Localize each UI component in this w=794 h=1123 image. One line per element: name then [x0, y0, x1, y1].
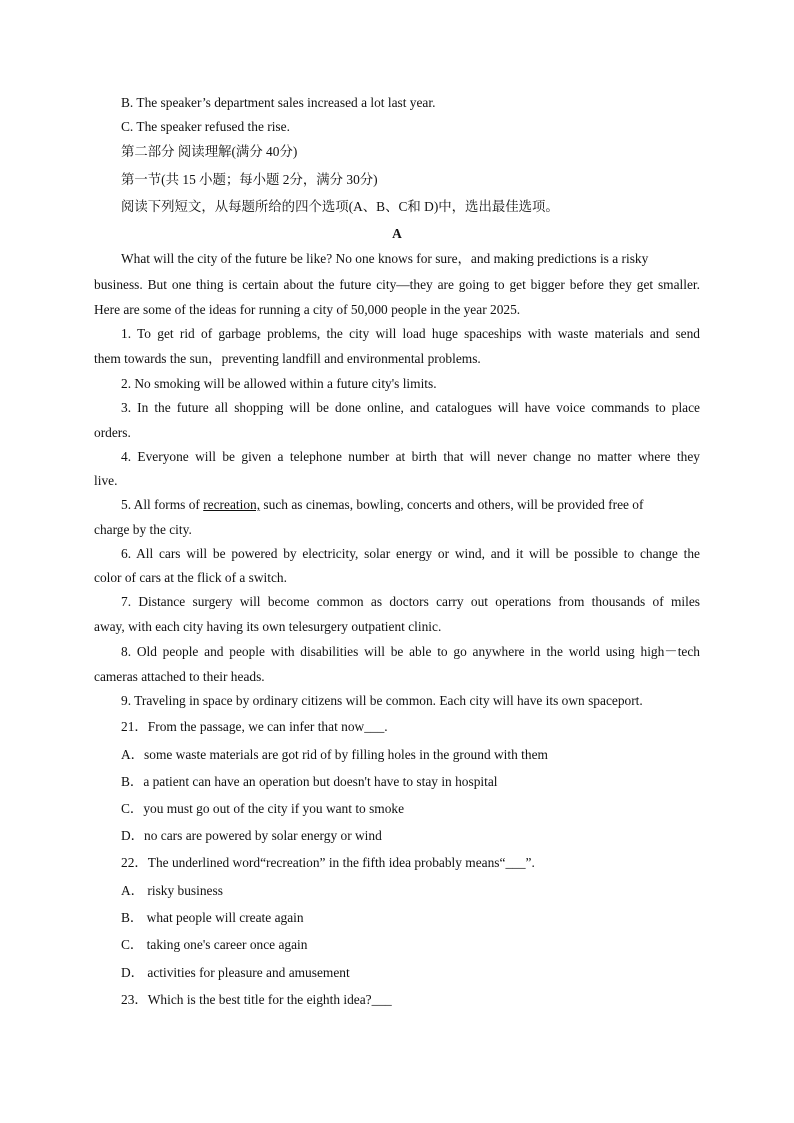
question-21-option-c: C．you must go out of the city if you want to smoke [121, 801, 405, 816]
idea-9: 9. Traveling in space by ordinary citizens will be common. Each city will have its own spaceport. [121, 693, 643, 708]
question-21-option-b: B．a patient can have an operation but doesn't have to stay in hospital [121, 774, 498, 789]
idea-1-line-1: 1. To get rid of garbage problems, the city will load huge spaceships with waste materials and send [121, 326, 700, 341]
idea-8-line-1: 8. Old people and people with disabilities will be able to go anywhere in the world using high－tech [121, 644, 700, 659]
part-heading: 第二部分 阅读理解(满分 40分) [121, 144, 298, 159]
instructions: 阅读下列短文，从每题所给的四个选项(A、B、C和 D)中，选出最佳选项。 [121, 199, 559, 214]
idea-8-line-2: cameras attached to their heads. [94, 669, 265, 684]
idea-4-line-2: live. [94, 473, 118, 488]
previous-option-b: B. The speaker’s department sales increased a lot last year. [121, 95, 436, 110]
idea-5-line-1 [121, 496, 700, 514]
passage-intro-line-1: What will the city of the future be like? No one knows for sure，and making predictions is a risky [121, 251, 649, 266]
passage-intro-line-3: Here are some of the ideas for running a city of 50,000 people in the year 2025. [94, 302, 521, 317]
idea-2: 2. No smoking will be allowed within a future city's limits. [121, 376, 437, 391]
previous-option-c: C. The speaker refused the rise. [121, 119, 290, 134]
idea-3-line-1: 3. In the future all shopping will be done online, and catalogues will have voice commands to place [121, 400, 700, 415]
passage-intro-line-2: business. But one thing is certain about the future city—they are going to get bigger before they get smaller. [94, 277, 700, 292]
section-heading: 第一节(共 15 小题；每小题 2分，满分 30分) [121, 172, 378, 187]
question-23-stem: 23．Which is the best title for the eighth idea?___ [121, 992, 392, 1007]
idea-7-line-1: 7. Distance surgery will become common as doctors carry out operations from thousands of miles [121, 594, 700, 609]
idea-1-line-2: them towards the sun，preventing landfill and environmental problems. [94, 351, 481, 366]
idea-3-line-2: orders. [94, 425, 131, 440]
question-22-option-c: C． taking one's career once again [121, 937, 308, 952]
question-22-option-b: B． what people will create again [121, 910, 304, 925]
question-21-option-d: D．no cars are powered by solar energy or wind [121, 828, 382, 843]
idea-4-line-1: 4. Everyone will be given a telephone number at birth that will never change no matter where they [121, 449, 700, 464]
question-21-option-a: A．some waste materials are got rid of by filling holes in the ground with them [121, 747, 548, 762]
idea-5-text-end: such as cinemas, bowling, concerts and others, will be provided free of [260, 497, 644, 512]
idea-5-text-start: 5. All forms of [121, 497, 204, 512]
question-22-option-a: A． risky business [121, 883, 223, 898]
idea-6-line-1: 6. All cars will be powered by electricity, solar energy or wind, and it will be possible to change the [121, 546, 700, 561]
question-22-stem: 22．The underlined word“recreation” in the fifth idea probably means“___”. [121, 855, 535, 870]
idea-6-line-2: color of cars at the flick of a switch. [94, 570, 287, 585]
question-22-option-d: D． activities for pleasure and amusement [121, 965, 350, 980]
question-21-stem: 21．From the passage, we can infer that now___. [121, 719, 388, 734]
idea-5-line-2: charge by the city. [94, 522, 192, 537]
passage-title: A [392, 226, 402, 241]
idea-7-line-2: away, with each city having its own telesurgery outpatient clinic. [94, 619, 442, 634]
underlined-word-recreation: recreation, [203, 497, 261, 512]
